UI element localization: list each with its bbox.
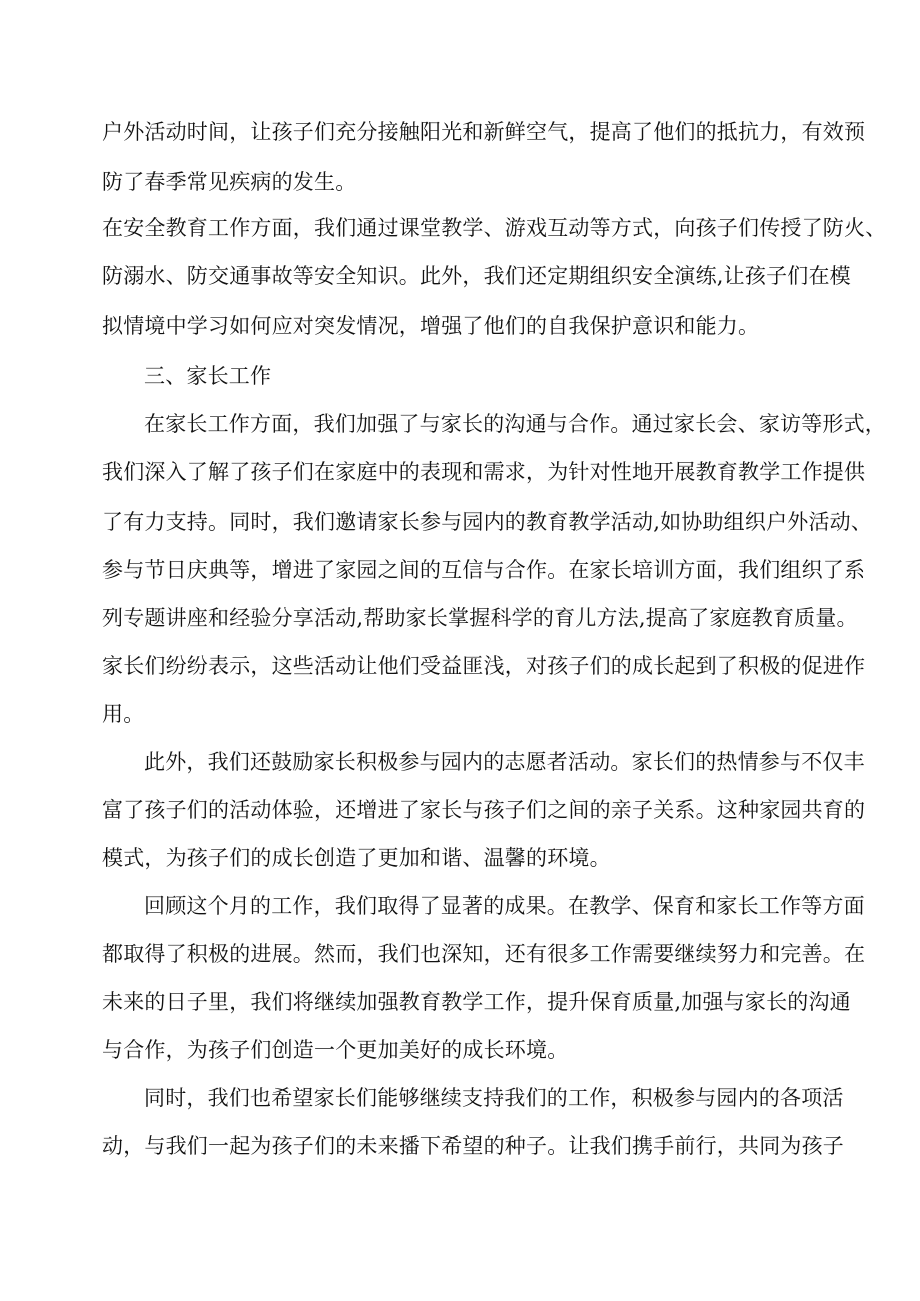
- text-line: 拟情境中学习如何应对突发情况，增强了他们的自我保护意识和能力。: [102, 314, 760, 338]
- text-line: 用。: [102, 702, 145, 726]
- text-line: 未来的日子里，我们将继续加强教育教学工作，提升保育质量,加强与家长的沟通: [102, 990, 851, 1014]
- text-line: 防溺水、防交通事故等安全知识。此外，我们还定期组织安全演练,让孩子们在模: [102, 264, 851, 288]
- text-line: 户外活动时间，让孩子们充分接触阳光和新鲜空气，提高了他们的抵抗力，有效预: [102, 120, 866, 144]
- text-line: 此外，我们还鼓励家长积极参与园内的志愿者活动。家长们的热情参与不仅丰: [144, 750, 865, 774]
- text-line: 了有力支持。同时，我们邀请家长参与园内的教育教学活动,如协助组织户外活动、: [102, 510, 873, 534]
- text-line: 列专题讲座和经验分享活动,帮助家长掌握科学的育儿方法,提高了家庭教育质量。: [102, 606, 858, 630]
- text-line: 在家长工作方面，我们加强了与家长的沟通与合作。通过家长会、家访等形式，: [144, 412, 886, 436]
- text-line: 都取得了积极的进展。然而，我们也深知，还有很多工作需要继续努力和完善。在: [102, 942, 866, 966]
- text-line: 我们深入了解了孩子们在家庭中的表现和需求，为针对性地开展教育教学工作提供: [102, 460, 866, 484]
- section-heading: 三、家长工作: [144, 364, 272, 388]
- text-line: 参与节日庆典等，增进了家园之间的互信与合作。在家长培训方面，我们组织了系: [102, 558, 866, 582]
- text-line: 回顾这个月的工作，我们取得了显著的成果。在教学、保育和家长工作等方面: [144, 894, 865, 918]
- text-line: 防了春季常见疾病的发生。: [102, 170, 357, 194]
- text-line: 同时，我们也希望家长们能够继续支持我们的工作，积极参与园内的各项活: [144, 1086, 844, 1110]
- text-line: 与合作，为孩子们创造一个更加美好的成长环境。: [102, 1038, 569, 1062]
- text-line: 富了孩子们的活动体验，还增进了家长与孩子们之间的亲子关系。这种家园共育的: [102, 798, 866, 822]
- text-line: 家长们纷纷表示，这些活动让他们受益匪浅，对孩子们的成长起到了积极的促进作: [102, 654, 866, 678]
- text-line: 模式，为孩子们的成长创造了更加和谐、温馨的环境。: [102, 846, 611, 870]
- text-line: 在安全教育工作方面，我们通过课堂教学、游戏互动等方式，向孩子们传授了防火、: [102, 216, 887, 240]
- text-line: 动，与我们一起为孩子们的未来播下希望的种子。让我们携手前行，共同为孩子: [102, 1134, 844, 1158]
